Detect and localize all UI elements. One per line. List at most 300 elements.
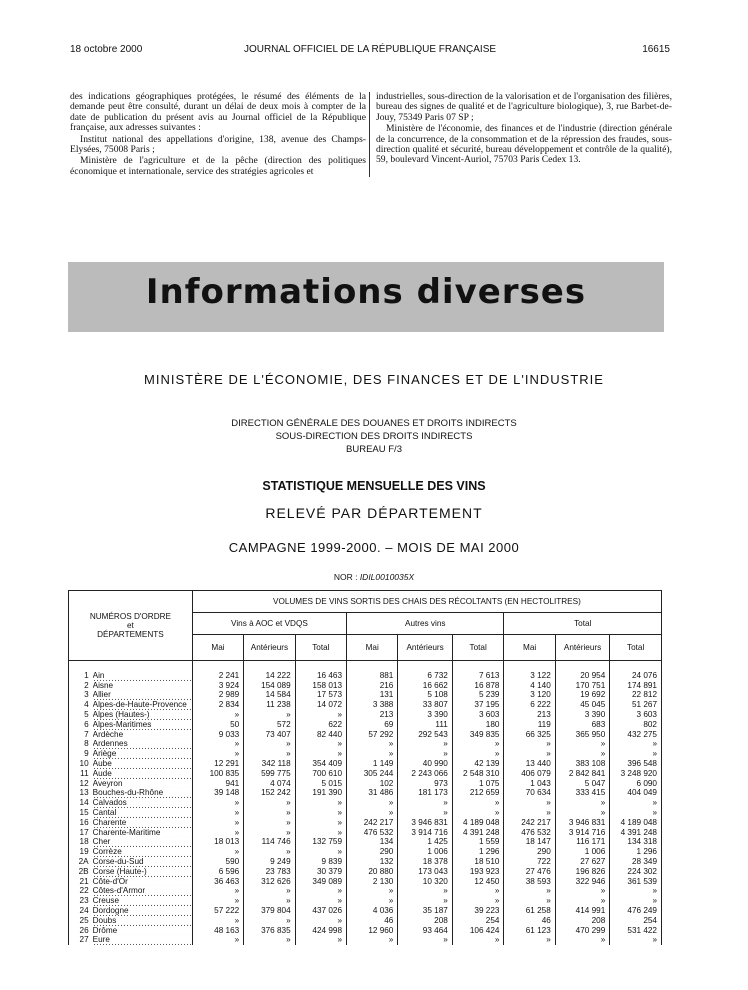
header-journal-title: JOURNAL OFFICIEL DE LA RÉPUBLIQUE FRANÇAISE — [243, 44, 497, 55]
row-value: 119 — [504, 720, 555, 730]
row-value: 131 — [347, 690, 398, 700]
row-departement-cell — [93, 671, 193, 681]
row-value: 40 990 — [398, 759, 452, 769]
row-value: 3 914 716 — [398, 828, 452, 838]
row-value: 208 — [555, 916, 609, 926]
row-departement-cell — [93, 896, 193, 906]
row-value: » — [504, 798, 555, 808]
row-value: 379 804 — [244, 906, 295, 916]
row-value: 6 732 — [398, 671, 452, 681]
intro-paragraph: Institut national des appellations d'origine, 138, avenue des Champs-Elysées, 75008 Paris ; — [70, 133, 366, 156]
row-value: 19 692 — [555, 690, 609, 700]
row-value: 531 422 — [610, 926, 662, 936]
row-number: 18 — [69, 837, 93, 847]
row-value: » — [504, 886, 555, 896]
row-value: » — [347, 896, 398, 906]
row-departement: Dordogne — [92, 905, 129, 915]
row-number: 9 — [69, 749, 93, 759]
row-departement-cell — [93, 867, 193, 877]
row-value: 349 089 — [295, 877, 346, 887]
row-departement-cell — [93, 818, 193, 828]
direction-line: BUREAU F/3 — [346, 444, 402, 455]
row-value: 22 812 — [610, 690, 662, 700]
row-value: 406 079 — [504, 769, 555, 779]
row-value: » — [192, 710, 243, 720]
table-row — [69, 926, 662, 936]
row-number: 11 — [69, 769, 93, 779]
table-row — [69, 671, 662, 681]
row-value: 48 163 — [192, 926, 243, 936]
row-value: 4 391 248 — [610, 828, 662, 838]
row-value: 9 839 — [295, 857, 346, 867]
row-departement-cell — [93, 720, 193, 730]
row-value: 93 464 — [398, 926, 452, 936]
intro-paragraph: des indications géographiques protégées, le résumé des éléments de la demande peut être consulté, durant un délai de deux mois à compter de la date de publication du présent avis au Journal officiel de la République française, aux adresses suivantes : — [70, 91, 366, 134]
row-departement-cell — [93, 828, 193, 838]
row-number: 22 — [69, 886, 93, 896]
row-number: 2A — [69, 857, 93, 867]
row-value: 1 006 — [555, 847, 609, 857]
row-value: 36 463 — [192, 877, 243, 887]
row-number: 6 — [69, 720, 93, 730]
row-departement-cell — [93, 808, 193, 818]
row-departement: Alpes-Maritimes — [92, 719, 152, 729]
row-value: » — [398, 798, 452, 808]
table-body — [69, 661, 662, 946]
table-row — [69, 779, 662, 789]
row-number: 25 — [69, 916, 93, 926]
table-row — [69, 828, 662, 838]
row-value: 396 548 — [610, 759, 662, 769]
intro-paragraph: industrielles, sous-direction de la valorisation et de l'organisation des filières, bureau des signes de qualité et de l'agriculture biologique), 3, rue Barbet-de-Jouy, 75349 Paris 07 SP ; — [376, 91, 672, 123]
row-value: » — [295, 749, 346, 759]
row-value: » — [244, 818, 295, 828]
row-value: 1 559 — [452, 837, 504, 847]
row-number: 10 — [69, 759, 93, 769]
row-value: 414 991 — [555, 906, 609, 916]
row-value: » — [244, 739, 295, 749]
row-departement-cell — [93, 916, 193, 926]
direction-line: SOUS-DIRECTION DES DROITS INDIRECTS — [275, 431, 473, 442]
row-departement-cell — [93, 837, 193, 847]
row-value: » — [244, 847, 295, 857]
row-number: 24 — [69, 906, 93, 916]
row-value: » — [192, 886, 243, 896]
row-number: 27 — [69, 935, 93, 945]
row-value: » — [244, 710, 295, 720]
row-value: » — [244, 798, 295, 808]
row-value: » — [610, 739, 662, 749]
table-row — [69, 739, 662, 749]
row-departement-cell — [93, 681, 193, 691]
table-row — [69, 681, 662, 691]
row-value: 14 222 — [244, 671, 295, 681]
row-value: 57 222 — [192, 906, 243, 916]
row-value: 7 613 — [452, 671, 504, 681]
row-value: 1 075 — [452, 779, 504, 789]
row-value: » — [452, 896, 504, 906]
row-value: 6 596 — [192, 867, 243, 877]
row-number: 3 — [69, 690, 93, 700]
intro-column-right — [376, 92, 672, 167]
row-value: 2 842 841 — [555, 769, 609, 779]
row-value: » — [244, 935, 295, 945]
row-value: » — [295, 739, 346, 749]
row-value: 27 476 — [504, 867, 555, 877]
row-value: 3 120 — [504, 690, 555, 700]
row-value: 6 090 — [610, 779, 662, 789]
row-value: 242 217 — [347, 818, 398, 828]
row-departement: Alpes (Hautes-) — [92, 709, 150, 719]
row-value: 881 — [347, 671, 398, 681]
row-value: » — [244, 896, 295, 906]
row-value: » — [295, 916, 346, 926]
row-value: » — [398, 896, 452, 906]
row-value: 383 108 — [555, 759, 609, 769]
row-value: 349 835 — [452, 730, 504, 740]
row-value: 470 299 — [555, 926, 609, 936]
row-value: 174 891 — [610, 681, 662, 691]
row-value: 5 108 — [398, 690, 452, 700]
row-departement: Ariège — [92, 749, 117, 759]
row-value: 3 603 — [610, 710, 662, 720]
row-value: 404 049 — [610, 788, 662, 798]
table-row — [69, 690, 662, 700]
row-number: 26 — [69, 926, 93, 936]
row-value: 28 349 — [610, 857, 662, 867]
table-subheader: Mai — [504, 635, 555, 661]
row-value: » — [452, 886, 504, 896]
row-value: » — [295, 808, 346, 818]
row-departement: Corrèze — [92, 847, 122, 857]
row-value: 73 407 — [244, 730, 295, 740]
row-value: » — [192, 808, 243, 818]
row-value: 437 026 — [295, 906, 346, 916]
row-value: 173 043 — [398, 867, 452, 877]
table-header-volumes: VOLUMES DE VINS SORTIS DES CHAIS DES RÉCOLTANTS (EN HECTOLITRES) — [192, 591, 661, 613]
row-value: » — [192, 935, 243, 945]
row-value: 12 960 — [347, 926, 398, 936]
table-row — [69, 720, 662, 730]
row-value: 476 532 — [504, 828, 555, 838]
row-departement: Aveyron — [92, 778, 123, 788]
nor-value: IDIL0010035X — [359, 572, 415, 582]
row-value: 4 189 048 — [610, 818, 662, 828]
row-number: 23 — [69, 896, 93, 906]
row-departement-cell — [93, 710, 193, 720]
row-value: » — [504, 749, 555, 759]
row-value: 224 302 — [610, 867, 662, 877]
row-departement: Charente — [92, 817, 127, 827]
row-value: 208 — [398, 916, 452, 926]
row-value: » — [504, 808, 555, 818]
row-value: » — [192, 818, 243, 828]
row-value: » — [610, 798, 662, 808]
table-row — [69, 808, 662, 818]
row-value: 3 248 920 — [610, 769, 662, 779]
row-number: 19 — [69, 847, 93, 857]
row-number: 2 — [69, 681, 93, 691]
row-value: » — [244, 808, 295, 818]
row-departement: Aube — [92, 758, 112, 768]
row-value: » — [295, 935, 346, 945]
row-value: 70 634 — [504, 788, 555, 798]
row-value: 941 — [192, 779, 243, 789]
row-value: » — [555, 886, 609, 896]
row-number: 13 — [69, 788, 93, 798]
row-value: 4 189 048 — [452, 818, 504, 828]
table-group-header: Autres vins — [347, 613, 504, 635]
row-value: 254 — [452, 916, 504, 926]
wine-statistics-table — [68, 590, 662, 945]
row-value: 27 627 — [555, 857, 609, 867]
row-value: » — [398, 808, 452, 818]
row-value: » — [452, 808, 504, 818]
row-value: 3 946 831 — [555, 818, 609, 828]
row-value: 1 425 — [398, 837, 452, 847]
row-value: 24 076 — [610, 671, 662, 681]
row-value: 2 989 — [192, 690, 243, 700]
row-value: » — [295, 847, 346, 857]
row-value: 158 013 — [295, 681, 346, 691]
row-departement-cell — [93, 788, 193, 798]
row-value: » — [452, 935, 504, 945]
row-value: 193 923 — [452, 867, 504, 877]
row-value: 213 — [504, 710, 555, 720]
row-value: » — [244, 886, 295, 896]
row-value: 154 089 — [244, 681, 295, 691]
row-value: 30 379 — [295, 867, 346, 877]
section-banner-title: Informations diverses — [145, 272, 587, 312]
row-number: 21 — [69, 877, 93, 887]
row-value: » — [192, 896, 243, 906]
row-departement-cell — [93, 926, 193, 936]
row-value: 322 946 — [555, 877, 609, 887]
row-departement-cell — [93, 886, 193, 896]
row-value: » — [244, 828, 295, 838]
row-departement: Allier — [92, 690, 111, 700]
row-value: 365 950 — [555, 730, 609, 740]
row-value: 432 275 — [610, 730, 662, 740]
table-subheader: Total — [452, 635, 504, 661]
row-value: » — [295, 710, 346, 720]
nor-reference — [0, 572, 748, 582]
row-departement: Ardèche — [92, 729, 124, 739]
row-value: 476 532 — [347, 828, 398, 838]
row-value: 111 — [398, 720, 452, 730]
row-departement-cell — [93, 935, 193, 945]
row-value: » — [398, 749, 452, 759]
row-value: 35 187 — [398, 906, 452, 916]
row-number: 16 — [69, 818, 93, 828]
table-row — [69, 798, 662, 808]
row-value: 181 173 — [398, 788, 452, 798]
row-value: » — [347, 935, 398, 945]
row-value: 20 880 — [347, 867, 398, 877]
row-value: » — [192, 798, 243, 808]
table-row — [69, 818, 662, 828]
row-departement: Creuse — [92, 896, 120, 906]
row-departement-cell — [93, 730, 193, 740]
row-value: 354 409 — [295, 759, 346, 769]
row-value: » — [610, 749, 662, 759]
table-row — [69, 710, 662, 720]
row-value: 18 378 — [398, 857, 452, 867]
row-value: 622 — [295, 720, 346, 730]
row-value: » — [347, 808, 398, 818]
row-value: 134 — [347, 837, 398, 847]
row-value: 132 — [347, 857, 398, 867]
row-value: 292 543 — [398, 730, 452, 740]
row-departement: Cantal — [92, 807, 117, 817]
table-header-departements: NUMÉROS D'ORDRE et DÉPARTEMENTS — [69, 591, 193, 661]
row-value: 305 244 — [347, 769, 398, 779]
table-row — [69, 759, 662, 769]
row-departement: Corse-du-Sud — [92, 856, 144, 866]
header-page-number: 16615 — [642, 44, 670, 55]
campagne-title: CAMPAGNE 1999-2000. – MOIS DE MAI 2000 — [228, 540, 520, 555]
row-departement: Aude — [92, 768, 112, 778]
table-subheader: Total — [295, 635, 346, 661]
row-value: 46 — [504, 916, 555, 926]
table-row — [69, 700, 662, 710]
nor-label: NOR : — [333, 572, 358, 582]
row-value: 31 486 — [347, 788, 398, 798]
row-value: » — [192, 916, 243, 926]
row-value: » — [347, 798, 398, 808]
row-value: 4 074 — [244, 779, 295, 789]
row-value: » — [295, 818, 346, 828]
row-value: 23 783 — [244, 867, 295, 877]
row-value: 38 593 — [504, 877, 555, 887]
header-date: 18 octobre 2000 — [70, 44, 143, 55]
row-value: 11 238 — [244, 700, 295, 710]
row-value: 69 — [347, 720, 398, 730]
row-number: 2B — [69, 867, 93, 877]
row-value: 82 440 — [295, 730, 346, 740]
table-row — [69, 730, 662, 740]
row-value: 4 391 248 — [452, 828, 504, 838]
table-row — [69, 877, 662, 887]
row-value: 5 239 — [452, 690, 504, 700]
table-row — [69, 749, 662, 759]
row-value: » — [192, 847, 243, 857]
table-row — [69, 916, 662, 926]
row-value: 590 — [192, 857, 243, 867]
row-value: » — [347, 739, 398, 749]
row-value: 2 834 — [192, 700, 243, 710]
row-value: 39 223 — [452, 906, 504, 916]
row-value: 700 610 — [295, 769, 346, 779]
row-departement: Corse (Haute-) — [92, 866, 147, 876]
row-departement: Drôme — [92, 925, 118, 935]
row-value: » — [398, 739, 452, 749]
row-value: 20 954 — [555, 671, 609, 681]
row-value: 18 147 — [504, 837, 555, 847]
row-number: 12 — [69, 779, 93, 789]
table-row — [69, 935, 662, 945]
row-value: 722 — [504, 857, 555, 867]
table-row — [69, 867, 662, 877]
row-value: 2 241 — [192, 671, 243, 681]
row-value: 16 463 — [295, 671, 346, 681]
row-value: 2 243 066 — [398, 769, 452, 779]
row-value: » — [610, 896, 662, 906]
row-departement: Côtes-d'Armor — [92, 886, 146, 896]
row-value: 16 878 — [452, 681, 504, 691]
row-value: 45 045 — [555, 700, 609, 710]
row-value: » — [452, 798, 504, 808]
row-value: 42 139 — [452, 759, 504, 769]
row-value: 196 826 — [555, 867, 609, 877]
row-value: 6 222 — [504, 700, 555, 710]
row-value: 37 195 — [452, 700, 504, 710]
row-value: 13 440 — [504, 759, 555, 769]
table-row — [69, 896, 662, 906]
row-value: 376 835 — [244, 926, 295, 936]
row-value: » — [295, 828, 346, 838]
row-departement-cell — [93, 749, 193, 759]
table-row — [69, 837, 662, 847]
table-group-header: Vins à AOC et VDQS — [192, 613, 346, 635]
row-value: 476 249 — [610, 906, 662, 916]
row-number: 1 — [69, 671, 93, 681]
row-value: 5 015 — [295, 779, 346, 789]
row-value: 116 171 — [555, 837, 609, 847]
row-value: 50 — [192, 720, 243, 730]
row-value: 46 — [347, 916, 398, 926]
row-value: » — [192, 749, 243, 759]
row-value: » — [295, 896, 346, 906]
statistique-title: STATISTIQUE MENSUELLE DES VINS — [262, 479, 486, 493]
row-value: 424 998 — [295, 926, 346, 936]
row-value: 10 320 — [398, 877, 452, 887]
row-value: 254 — [610, 916, 662, 926]
row-departement-cell — [93, 769, 193, 779]
row-departement-cell — [93, 798, 193, 808]
row-value: 14 584 — [244, 690, 295, 700]
row-value: 114 746 — [244, 837, 295, 847]
row-value: 2 130 — [347, 877, 398, 887]
row-value: 333 415 — [555, 788, 609, 798]
row-value: 1 296 — [452, 847, 504, 857]
row-number: 4 — [69, 700, 93, 710]
row-value: 2 548 310 — [452, 769, 504, 779]
row-value: 180 — [452, 720, 504, 730]
row-value: 216 — [347, 681, 398, 691]
row-value: 66 325 — [504, 730, 555, 740]
row-value: 4 140 — [504, 681, 555, 691]
row-value: 39 148 — [192, 788, 243, 798]
row-value: 191 390 — [295, 788, 346, 798]
row-departement-cell — [93, 700, 193, 710]
ministry-title: MINISTÈRE DE L'ÉCONOMIE, DES FINANCES ET DE L'INDUSTRIE — [144, 372, 604, 387]
row-value: 3 390 — [398, 710, 452, 720]
table-subheader: Total — [610, 635, 662, 661]
row-value: » — [347, 749, 398, 759]
row-value: 4 036 — [347, 906, 398, 916]
row-value: 1 006 — [398, 847, 452, 857]
row-value: » — [555, 739, 609, 749]
table-row — [69, 769, 662, 779]
row-value: 3 946 831 — [398, 818, 452, 828]
row-value: 17 573 — [295, 690, 346, 700]
row-value: » — [555, 935, 609, 945]
row-departement-cell — [93, 877, 193, 887]
row-value: 9 033 — [192, 730, 243, 740]
row-value: 1 149 — [347, 759, 398, 769]
row-value: 290 — [347, 847, 398, 857]
